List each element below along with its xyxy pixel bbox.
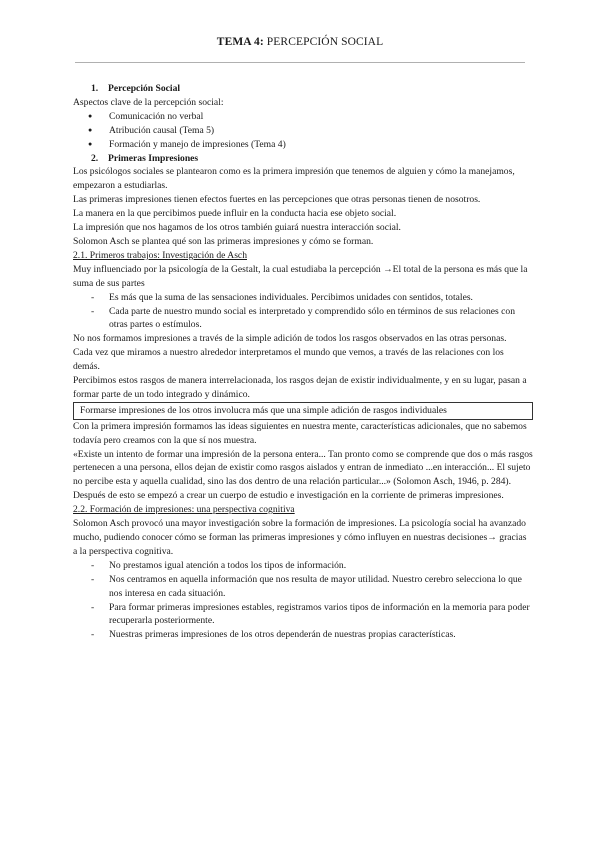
paragraph: Muy influenciado por la psicología de la Gestalt, la cual estudiaba la percepción →El total de la persona es más que la suma de sus partes (73, 263, 528, 289)
subsection-2-1-dash-list (73, 291, 533, 333)
paragraph: Con la primera impresión formamos las ideas siguientes en nuestra mente, características adicionales, que no sabemos todavía pero creamos con la que sí nos muestra. (73, 420, 527, 446)
paragraph: Percibimos estos rasgos de manera interrelacionada, los rasgos dejan de existir individualmente, y en su lugar, pasan a formar parte de un todo integrado y dinámico. (73, 375, 527, 400)
paragraph: No nos formamos impresiones a través de la simple adición de todos los rasgos observados en las otras personas. (73, 333, 507, 345)
quote-paragraph: «Existe un intento de formar una impresión de la persona entera... Tan pronto como se comprende que dos o más rasgos pertenecen a una persona, ellos dejan de existir como rasgos aislados y entran de inmediato ...en interacción... El sujeto no percibe esta y aquella cualidad, sino las dos dentro de una relación particular...» (Solomon Asch, 1946, p. 284). (73, 448, 533, 488)
subsection-2-2-heading: 2.2. Formación de impresiones: una perspectiva cognitiva (73, 504, 295, 516)
paragraph: Después de esto se empezó a crear un cuerpo de estudio e investigación en la corriente de primeras impresiones. (73, 490, 504, 502)
section-2-heading (73, 152, 533, 166)
dash-item: - Cada parte de nuestro mundo social es interpretado y comprendido sólo en términos de sus relaciones con otras partes o estímulos. (73, 305, 533, 333)
dash-item: - No prestamos igual atención a todos los tipos de información. (73, 559, 533, 573)
bullet-item: ● Comunicación no verbal (73, 110, 533, 124)
paragraph: Las primeras impresiones tienen efectos fuertes en las percepciones que otras personas tienen de nosotros. (73, 194, 481, 206)
page-title-bold: TEMA 4: (216, 36, 264, 48)
dash-item: - Nuestras primeras impresiones de los otros dependerán de nuestras propias características. (73, 628, 533, 642)
section-1-heading (73, 82, 533, 96)
bullet-item: ● Formación y manejo de impresiones (Tema 4) (73, 138, 533, 152)
title-divider (75, 62, 525, 63)
section-1-intro: Aspectos clave de la percepción social: (73, 96, 224, 108)
paragraph: La manera en la que percibimos puede influir en la conducta hacia ese objeto social. (73, 208, 397, 220)
subsection-2-1-heading: 2.1. Primeros trabajos: Investigación de Asch (73, 249, 247, 261)
section-1-bullet-list (73, 110, 533, 152)
subsection-2-2-dash-list (73, 559, 533, 642)
page-title (0, 36, 600, 48)
section-1-title: Percepción Social (108, 83, 181, 94)
dash-item: - Nos centramos en aquella información que nos resulta de mayor utilidad. Nuestro cerebro selecciona lo que nos interesa en cada situación. (73, 573, 533, 601)
dash-item: - Es más que la suma de las sensaciones individuales. Percibimos unidades con sentidos, totales. (73, 291, 533, 305)
paragraph: Cada vez que miramos a nuestro alrededor interpretamos el mundo que vemos, a través de las relaciones con los demás. (73, 347, 504, 373)
bullet-item: ● Atribución causal (Tema 5) (73, 124, 533, 138)
section-2-title: Primeras Impresiones (108, 152, 199, 164)
paragraph: La impresión que nos hagamos de los otros también guiará nuestra interacción social. (73, 222, 401, 234)
page-title-rest: PERCEPCIÓN SOCIAL (263, 36, 384, 48)
paragraph: Solomon Asch provocó una mayor investigación sobre la formación de impresiones. La psicología social ha avanzado mucho, pudiendo conocer cómo se forman las primeras impresiones y cómo influyen en nuestras decisiones→ gracias a la perspectiva cognitiva. (73, 518, 527, 557)
paragraph: Los psicólogos sociales se plantearon como es la primera impresión que tenemos de alguien y cómo la manejamos, empezaron a estudiarlas. (73, 166, 515, 192)
highlighted-box: Formarse impresiones de los otros involucra más que una simple adición de rasgos individuales (73, 402, 533, 420)
paragraph: Solomon Asch se plantea qué son las primeras impresiones y cómo se forman. (73, 235, 374, 247)
dash-item: - Para formar primeras impresiones estables, registramos varios tipos de información en la memoria para poder recuperarla posteriormente. (73, 601, 533, 629)
section-1-number: 1. (91, 83, 99, 94)
document-body (73, 82, 533, 642)
section-2-number: 2. (91, 152, 99, 164)
